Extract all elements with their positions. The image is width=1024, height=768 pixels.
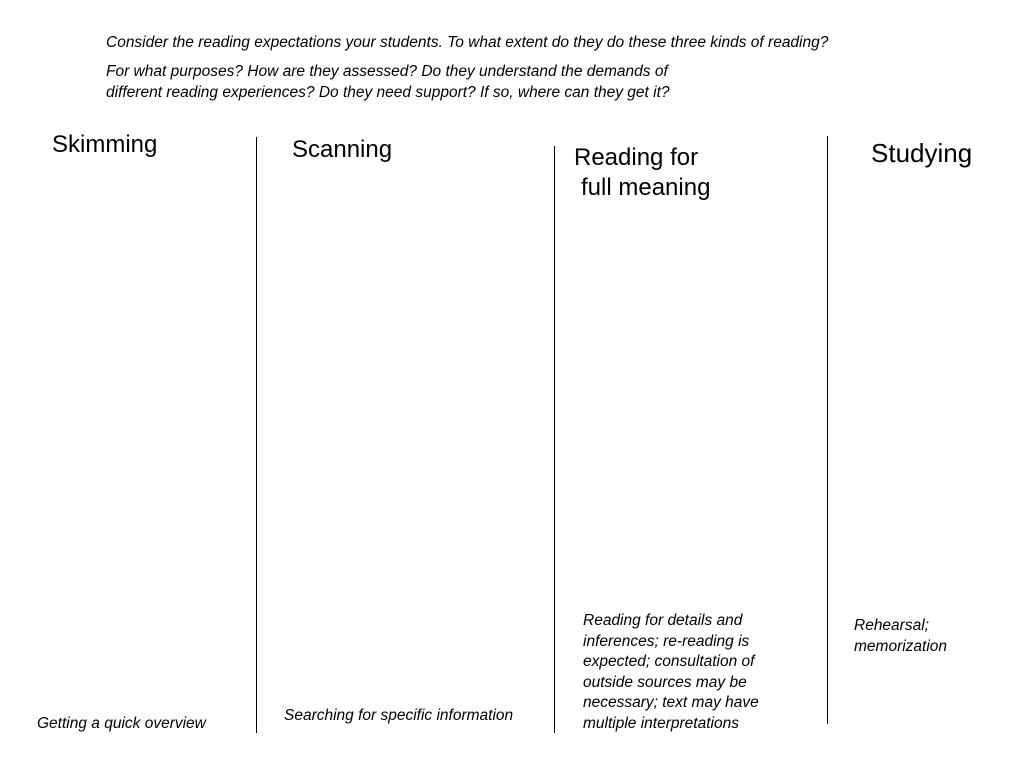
scanning-heading: Scanning — [292, 136, 393, 163]
studying-description: Rehearsal; memorization — [854, 617, 948, 655]
scanning-description: Searching for specific information — [284, 707, 514, 724]
intro-question-line-1: Consider the reading expectations your students. To what extent do they do these three kinds of reading? — [106, 34, 829, 51]
intro-question-block — [106, 61, 670, 103]
column-divider-2 — [554, 146, 555, 733]
full-meaning-description: Reading for details and inferences; re-reading is expected; consultation of outside sources may be necessary; text may have multiple interpretations — [583, 612, 759, 732]
column-divider-1 — [256, 137, 257, 733]
skimming-description: Getting a quick overview — [37, 715, 206, 732]
skimming-heading: Skimming — [52, 131, 158, 158]
intro-question-line-2: For what purposes? How are they assessed? Do they understand the demands of — [106, 63, 668, 80]
intro-question-line-3: different reading experiences? Do they need support? If so, where can they get it? — [106, 84, 670, 101]
column-divider-3 — [827, 136, 828, 724]
studying-heading: Studying — [871, 138, 973, 168]
full-meaning-heading-line-1: Reading for — [574, 144, 699, 171]
full-meaning-heading-line-2: full meaning — [581, 174, 711, 201]
full-meaning-heading — [574, 143, 710, 203]
